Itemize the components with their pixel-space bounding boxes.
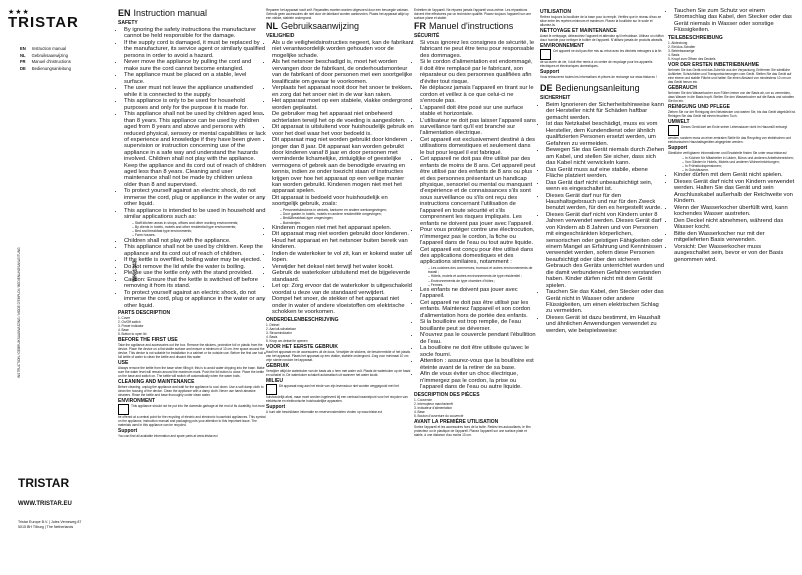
list-item: • This appliance is only to be used for household purposes and only for the purpose it is made for. — [124, 98, 266, 111]
list-item: – Fermes. — [428, 283, 536, 287]
uses-list — [668, 156, 796, 173]
part-item: 2. Aan/uit-schakelaar — [266, 326, 296, 331]
support-text: Sämtliche verfügbaren Informationen und Ersatzteile finden Sie unter www.tristar.eu! — [668, 150, 788, 155]
list-item: • Als het netsnoer beschadigd is, moet het worden vervangen door de fabrikant, de onderhoudsmonteur van de fabrikant of door personen met een soortgelijke kwalificatie om gevaar te voorkomen. — [272, 59, 414, 85]
part-item: 1. Abdeckung — [668, 40, 688, 45]
support-text: U kunt alle beschikbare informatie en reserveonderdelen vinden op www.tristar.eu! — [266, 409, 383, 414]
cleaning-heading: NETTOYAGE ET MAINTENANCE — [540, 28, 617, 34]
list-item: – Les cuisines des commerces, bureaux et autres environnements de travail ; — [428, 266, 536, 274]
before-text: Haal het apparaat en de accessoires uit de doos. Verwijder de stickers, de beschermfolie of het plastic van het apparaat. Plaats het apparaat op een vlakke, stabiele ondergrond. Zorg voor minimaal 10 cm vrije ruimte rondom het apparaat. — [266, 349, 411, 362]
section-title: FR Manuel d'instructions — [414, 21, 514, 31]
list-item: • By ignoring the safety instructions the manufacturer cannot be held responsible for the damage. — [124, 27, 266, 40]
list-item: • If the supply cord is damaged, it must be replaced by the manufacturer, its service agent or similarly qualified persons in order to avoid a hazard. — [124, 40, 266, 59]
part-item: 2. Ein/Aus-Schalter — [668, 44, 696, 49]
cleaning-text: Before cleaning, unplug the appliance and wait for the appliance to cool down. Use a soft damp cloth to clean the housing of the device. Clean the appliance with a damp cloth. Never use harsh abrasive cleaners. Rinse the kettle and base thoroughly under clean water. — [118, 385, 264, 398]
safety-list — [266, 40, 414, 208]
list-item: • Kinderen mogen niet met het apparaat spelen. — [272, 225, 414, 231]
support-text: Vous retrouverez toutes les informations et pièces de rechange sur www.tristar.eu ! — [540, 75, 657, 79]
part-item: 4. Base — [118, 328, 129, 333]
list-item: • To protect yourself against an electric shock, do not immerse the cord, plug or appliance in the water or any other liquid. — [124, 188, 266, 207]
environment-heading: ENVIRONNEMENT — [540, 43, 584, 49]
toc-item: NL Gebruiksaanwijzing — [20, 52, 68, 58]
list-item: • Let op: Zorg ervoor dat de waterkoker is uitgeschakeld voordat u deze van de standaard verwijdert. — [272, 283, 414, 296]
environment-heading: UMWELT — [668, 118, 690, 125]
support-heading: Support — [266, 403, 286, 410]
list-item: • Vorsicht: Der Wasserkocher muss ausgeschaltet sein, bevor er von der Basis genommen wird. — [674, 244, 796, 263]
list-item: – Farm houses. — [132, 233, 266, 237]
before-text: Sortez l'appareil et les accessoires hors de la boîte. Retirez les autocollants, le film protecteur ou le plastique de l'appareil. Placez l'appareil sur une surface plate et stable, à une distance d'au moins 10 cm. — [414, 424, 531, 437]
use-heading: UTILISATION — [540, 9, 572, 15]
part-item: 3. Stroomindicator — [266, 330, 292, 335]
list-item: • This appliance is intended to be used in household and similar applications such as: — [124, 208, 266, 221]
parts-heading: TEILEBESCHREIBUNG — [668, 34, 723, 41]
part-item: 2. On/Off switch — [118, 320, 141, 325]
list-item: – By clients in hotels, motels and other residential type environments; — [132, 225, 266, 229]
list-item: – Environnements de type chambre d'hôtes ; — [428, 279, 536, 283]
part-item: 2. Interrupteur marche/arrêt — [414, 401, 453, 406]
list-item: – Hôtels, motels et autres environnements de type résidentiel ; — [428, 274, 536, 278]
uses-list — [266, 208, 414, 225]
brand-stars: ★★★ — [8, 9, 30, 16]
list-item: • Verwijder het deksel niet terwijl het water kookt. — [272, 264, 414, 270]
cleaning-text: Ziehen Sie vor der Reinigung den Netzstecker und warten Sie, bis das Gerät abgekühlt ist. Reinigen Sie das Gerät mit einem feuchten Tuch. — [668, 109, 796, 118]
recycle-bin-icon — [266, 384, 277, 395]
toc-item: DE Bedienungsanleitung — [20, 65, 71, 71]
dutch-column — [266, 8, 414, 566]
list-item: • Indien de waterkoker te vol zit, kan er kokend water uit lopen. — [272, 251, 414, 264]
list-item: • Bewegen Sie das Gerät niemals durch Ziehen am Kabel, und stellen Sie sicher, dass sich das Kabel nicht verwickeln kann. — [546, 147, 665, 166]
parts-list — [266, 323, 414, 343]
list-item: • De gebruiker mag het apparaat niet onbeheerd achterlaten terwijl het op de voeding is aangesloten. — [272, 111, 414, 124]
list-item: • Dompel het snoer, de stekker of het apparaat niet onder in water of andere vloeistoffen om elektrische schokken te voorkomen. — [272, 296, 414, 315]
list-item: • This appliance shall not be used by children. Keep the appliance and its cord out of reach of children. — [124, 244, 266, 257]
list-item: • Tauchen Sie das Kabel, den Stecker oder das Gerät nicht in Wasser oder andere Flüssigkeiten, um einen elektrischen Schlag zu vermeiden. — [546, 289, 665, 315]
part-item: 4. Basis — [668, 52, 680, 57]
list-item: – Bed and breakfast type environments; — [132, 229, 266, 233]
support-heading: Support — [668, 144, 688, 151]
safety-heading: SAFETY — [118, 20, 138, 26]
part-item: 1. Cover — [118, 316, 131, 321]
part-item: 1. Deksel — [266, 322, 280, 327]
list-item: • Les enfants ne doivent pas jouer avec l'appareil. — [420, 287, 536, 300]
list-item: • Do not remove the lid while the water is boiling. — [124, 264, 266, 270]
use-text: Retirez toujours la bouilloire de la base pour la remplir. Vérifiez que le niveau d'eau se situe entre les repères minimum et maximum. Placez la bouilloire sur le socle et allumez-la. — [540, 15, 662, 27]
part-item: 3. Betriebsanzeige — [668, 48, 695, 53]
safety-list-2 — [266, 225, 414, 316]
list-item: • Dieses Gerät darf nicht von Kindern verwendet werden. Halten Sie das Gerät und sein Anschlusskabel außerhalb der Reichweite von Kindern. — [674, 179, 796, 205]
list-item: • Afin de vous éviter un choc électrique, n'immergez pas le cordon, la prise ou l'appareil dans de l'eau ou autre liquide. — [420, 371, 536, 390]
support-heading: Support — [118, 428, 138, 435]
use-heading: USE — [118, 360, 129, 367]
list-item: – Personeelskeukens in winkels, kantoren en andere werkomgevingen; — [280, 208, 414, 212]
list-item: • Dit apparaat is uitsluitend voor huishoudelijk gebruik en voor het doel waar het voor bedoeld is. — [272, 124, 414, 137]
part-item: 5. Knop om deksel te openen — [266, 338, 308, 343]
list-item: • Ne déplacez jamais l'appareil en tirant sur le cordon et veillez à ce que celui-ci ne s'enroule pas. — [420, 85, 536, 104]
french-column — [414, 8, 536, 566]
list-item: • Cet appareil ne doit pas être utilisé par les enfants. Maintenez l'appareil et son cordon d'alimentation hors de portée des enfants. — [420, 300, 536, 319]
toc-item: EN Instruction manual — [20, 46, 67, 51]
spine-text: INSTRUCTION / GEBRUIKSAANWIJZING / MODE D'EMPLOI / BEDIENUNGSANLEITUNG — [17, 247, 21, 378]
list-item: • Dit apparaat is bedoeld voor huishoudelijk en soortgelijk gebruik, zoals: — [272, 195, 414, 208]
list-item: • Gebruik de waterkoker uitsluitend met de bijgeleverde standaard. — [272, 270, 414, 283]
environment-text: Dieses Gerät darf am Ende seiner Lebensdauer nicht im Hausmüll entsorgt werden, sondern muss an einer zentralen Stelle für das Recycling von elektrischen und elektronischen Haushaltsgeräten abgegeben werden. — [668, 124, 791, 144]
list-item: • Verplaats het apparaat nooit door het snoer te trekken en zorg dat het snoer niet in de war kan raken. — [272, 85, 414, 98]
safety-list — [540, 102, 665, 334]
list-item: • La bouilloire ne doit être utilisée qu'avec le socle fourni. — [420, 345, 536, 358]
uses-list — [414, 266, 536, 287]
list-item: • Den Deckel nicht abnehmen, während das Wasser kocht. — [674, 218, 796, 231]
part-item: 1. Couvercle — [414, 397, 432, 402]
list-item: • L'appareil doit être posé sur une surface stable et horizontale. — [420, 105, 536, 118]
list-item: • Please use the kettle only with the stand provided. — [124, 270, 266, 276]
list-item: – In Küchen für Mitarbeiter in Läden, Büros und anderen Arbeitsbereichen; — [682, 156, 796, 160]
list-item: • Dit apparaat mag niet worden gebruikt door kinderen. Houd het apparaat en het netsnoer buiten bereik van kinderen. — [272, 231, 414, 250]
intro-list — [668, 8, 796, 34]
parts-heading: PARTS DESCRIPTION — [118, 310, 171, 317]
list-item: • Das Gerät muss auf eine stabile, ebene Fläche platziert werden. — [546, 167, 665, 180]
cleaning-text: Avant le nettoyage, débranchez l'appareil et attendez qu'il refroidisse. Utilisez un chiffon doux humide pour nettoyer le boîtier de l'appareil. N'utilisez jamais de produits abrasifs. — [540, 34, 664, 42]
website: WWW.TRISTAR.EU — [18, 501, 72, 507]
part-item: 4. Basis — [266, 334, 278, 339]
list-item: • The appliance must be placed on a stable, level surface. — [124, 72, 266, 85]
section-title: NL Gebruiksaanwijzing — [266, 21, 360, 31]
part-item: 5. Button to open lid — [118, 332, 147, 337]
english-column — [118, 8, 266, 566]
list-item: • Pour vous protéger contre une électrocution, n'immergez pas le cordon, la fiche ou l'appareil dans de l'eau ou tout autre liquide. — [420, 227, 536, 246]
environment-heading: ENVIRONMENT — [118, 398, 155, 405]
list-item: • Ist das Netzkabel beschädigt, muss es vom Hersteller, dem Kundendienst oder ähnlich qualifizierten Personen ersetzt werden, um Gefahren zu vermeiden. — [546, 121, 665, 147]
language-index — [20, 46, 71, 72]
list-item: • This appliance shall not be used by children aged less than 8 years. This appliance can be used by children aged from 8 years and above and persons with reduced physical, sensory or mental capabilities or lack of experience and knowledge if they have been given supervision or instruction concerning use of the appliance in a safe way and understand the hazards involved. Children shall not play with the appliance. Keep the appliance and its cord out of reach of children aged less than 8 years. Cleaning and user maintenance shall not be made by children unless older than 8 and supervised. — [124, 111, 266, 188]
list-item: • Kinder dürfen mit dem Gerät nicht spielen. — [674, 172, 796, 178]
part-item: 5. Bouton d'ouverture du couvercle — [414, 413, 464, 418]
list-item: • Si la bouilloire est trop remplie, de l'eau bouillante peut se déverser. — [420, 319, 536, 332]
brand-logo: TRISTAR — [8, 14, 79, 31]
german-column — [668, 8, 796, 566]
model-number: WK-1343 — [132, 260, 139, 282]
use-text: Nehmen Sie den Wasserkocher zum Füllen immer von der Basis ab, um zu vermeiden, dass Wasser in die Basis tropft. Stellen Sie den Wasserkocher auf die Basis und schalten Sie ihn ein. — [668, 90, 795, 103]
environment-text: This appliance should not be put into the domestic garbage at the end of its durability, but must be offered at a central point for the recycling of electric and electronic household appliances. This symbol on the appliance, instruction manual and packaging puts your attention to this important issue. The materials used in this appliance can be recycled. — [118, 404, 266, 428]
environment-text: Cet appareil ne doit pas être mis au rebut avec les déchets ménagers à la fin de sa durée de vie, il doit être remis à un centre de recyclage pour les appareils électriques et électroniques domestiques. — [540, 49, 662, 68]
recycle-bin-icon — [540, 49, 551, 60]
parts-list — [414, 398, 536, 418]
section-title: EN Instruction manual — [118, 8, 208, 18]
list-item: • The user must not leave the appliance unattended while it is connected to the supply. — [124, 85, 266, 98]
parts-heading: ONDERDELENBESCHRIJVING — [266, 316, 339, 323]
list-item: • Attention : assurez-vous que la bouilloire est éteinte avant de la retirer de sa base. — [420, 358, 536, 371]
environment-text: Dit apparaat mag aan het einde van zijn levensduur niet worden weggegooid met het huishoudelijk afval, maar moet worden ingeleverd bij een centraal inzamelpunt voor het recyclen van elektrische en elektronische huishoudelijke apparaten. — [266, 383, 408, 403]
list-item: • Dieses Gerät darf nicht von Kindern unter 8 Jahren verwendet werden. Dieses Gerät darf von Kindern ab 8 Jahren und von Personen mit eingeschränkten körperlichen, sensorischen oder geistigen Fähigkeiten oder einem Mangel an Erfahrung und Kenntnissen verwendet werden, sofern diese Personen beaufsichtigt oder über den sicheren Gebrauch des Geräts unterrichtet wurden und die damit verbundenen Gefahren verstanden haben. Kinder dürfen nicht mit dem Gerät spielen. — [546, 212, 665, 289]
list-item: • If the kettle is overfilled, boiling water may be ejected. — [124, 257, 266, 263]
parts-heading: DESCRIPTION DES PIÈCES — [414, 391, 480, 398]
list-item: • Wenn der Wasserkocher überfüllt wird, kann kochendes Wasser austreten. — [674, 205, 796, 218]
list-item: • Dieses Gerät darf nur für den Haushaltsgebrauch und nur für den Zweck benutzt werden, für den es hergestellt wurde. — [546, 193, 665, 212]
part-item: 3. Indicateur d'alimentation — [414, 405, 452, 410]
intro-text: Repareer het apparaat nooit zelf. Reparaties moeten worden uitgevoerd door een bevoegde vakman. Gebruik geen accessoires die niet door de fabrikant worden aanbevolen. Plaats het apparaat altijd op een vlakke, stabiele ondergrond. — [266, 8, 409, 20]
list-item: – In Frühstückspensionen; — [682, 164, 796, 168]
safety-heading: SICHERHEIT — [540, 95, 571, 101]
safety-heading: SÉCURITÉ — [414, 33, 440, 39]
safety-list-2 — [414, 287, 536, 391]
list-item: • Cet appareil est exclusivement destiné à des utilisations domestiques et seulement dans le but pour lequel il est fabriqué. — [420, 137, 536, 156]
list-item: • Bitte den Wasserkocher nur mit der mitgelieferten Basis verwenden. — [674, 231, 796, 244]
list-item: • Das Gerät darf nicht unbeaufsichtigt sein, wenn es eingeschaltet ist. — [546, 180, 665, 193]
list-item: • To protect yourself against an electric shock, do not immerse the cord, plug or appliance in the water or any other liquid. — [124, 290, 266, 309]
uses-list — [118, 221, 266, 238]
environment-heading: MILIEU — [266, 377, 283, 384]
safety-heading: VEILIGHEID — [266, 33, 295, 39]
list-item: • N'ouvrez pas le couvercle pendant l'ébullition de l'eau. — [420, 332, 536, 345]
cleaning-heading: REINIGUNG UND PFLEGE — [668, 103, 730, 110]
list-item: – Door gasten in hotels, motels en andere residentiële omgevingen; — [280, 212, 414, 216]
list-item: • Cet appareil est conçu pour être utilisé dans des applications domestiques et des applications similaires, notamment : — [420, 247, 536, 266]
before-heading: VOR DER ERSTEN INBETRIEBNAHME — [668, 61, 760, 68]
before-heading: VOOR HET EERSTE GEBRUIK — [266, 343, 338, 350]
list-item: • Dit apparaat mag niet worden gebruikt door kinderen jonger dan 8 jaar. Dit apparaat kan worden gebruikt door kinderen vanaf 8 jaar en door personen met verminderde lichamelijke, zintuiglijke of geestelijke vermogens of gebrek aan de benodigde ervaring en kennis, indien ze onder toezicht staan of instructies krijgen over hoe het apparaat op een veilige manier kan worden gebruikt. Kinderen mogen niet met het apparaat spelen. — [272, 137, 414, 195]
part-item: 3. Power indicator — [118, 324, 144, 329]
section-title: DE Bedienungsanleitung — [540, 83, 640, 93]
list-item: – Staff kitchen areas in shops, offices and other working environments; — [132, 221, 266, 225]
list-item: – Boerderijen. — [280, 221, 414, 225]
list-item: • Cet appareil ne doit pas être utilisé par des enfants de moins de 8 ans. Cet appareil peut être utilisé par des enfants de 8 ans ou plus et des personnes présentant un handicap physique, sensoriel ou mental ou manquant d'expérience et de connaissances s'ils sont sous surveillance ou s'ils ont reçu des instructions concernant l'utilisation de l'appareil en toute sécurité et s'ils comprennent les risques impliqués. Les enfants ne doivent pas jouer avec l'appareil. — [420, 156, 536, 226]
address: Tristar Europe B.V. | Jules Verneweg 87 5015 BH Tilburg | The Netherlands — [18, 520, 82, 529]
toc-item: FR Manuel d'instructions — [20, 59, 71, 64]
parts-list — [118, 316, 266, 336]
intro-text: Entretien de l'appareil. Ne réparez jamais l'appareil vous-même. Les réparations doivent être effectuées par un technicien qualifié. Placez toujours l'appareil sur une surface plane et stable. — [414, 8, 531, 20]
safety-list-2 — [668, 172, 796, 263]
parts-list — [668, 41, 796, 61]
list-item: • Als u de veiligheidsinstructies negeert, kan de fabrikant niet verantwoordelijk worden gehouden voor de mogelijke schade. — [272, 40, 414, 59]
recycle-bin-icon — [118, 404, 129, 415]
list-item: • Het apparaat moet op een stabiele, vlakke ondergrond worden geplaatst. — [272, 98, 414, 111]
use-text: Verwijder altijd de waterkoker van de basis als u hem met water vult. Plaats de waterkoker op de basis en schakel in. De waterkoker schakelt automatisch uit wanneer het water kookt. — [266, 368, 411, 377]
list-item: • Si le cordon d'alimentation est endommagé, il doit être remplacé par le fabricant, son réparateur ou des personnes qualifiées afin d'éviter tout risque. — [420, 59, 536, 85]
before-heading: BEFORE THE FIRST USE — [118, 337, 178, 344]
part-item: 4. Base — [414, 409, 425, 414]
list-item: • Si vous ignorez les consignes de sécurité, le fabricant ne peut être tenu pour responsable des dommages. — [420, 40, 536, 59]
support-heading: Support — [540, 69, 560, 75]
use-text: Always remove the kettle from the base when filling it; this is to avoid water dripping into the base. Make sure the water level will remain around the maximum mark. Push the lid button to close. Place the kettle on the base and switch on. The kettle will switch off automatically when the water boils. — [118, 366, 265, 379]
part-item: 5. Knopf zum Öffnen des Deckels — [668, 56, 716, 61]
list-item: • Caution: Ensure that the kettle is switched off before removing it from its stand. — [124, 277, 266, 290]
footer-logo: TRISTAR — [18, 476, 70, 490]
use-heading: GEBRAUCH — [668, 84, 697, 91]
safety-list-2 — [118, 238, 266, 310]
list-item: – In Gutshäusern. — [682, 168, 796, 172]
before-text: Nehmen Sie das Gerät und das Zubehör aus der Verpackung. Entfernen Sie sämtliche Aufkleber, Schutzfolien und Transportsicherungen vom Gerät. Stellen Sie das Gerät auf eine ebene und stabile Fläche und halten Sie einen Abstand von mindestens 10 cm um das Gerät herum ein. — [668, 67, 792, 84]
list-item: • Beim Ignorieren der Sicherheitshinweise kann der Hersteller nicht für Schäden haftbar gemacht werden. — [546, 102, 665, 121]
safety-list — [118, 27, 266, 221]
cleaning-heading: CLEANING AND MAINTENANCE — [118, 379, 195, 386]
list-item: • Children shall not play with the appliance. — [124, 238, 266, 244]
safety-list — [414, 40, 536, 266]
recycle-bin-icon — [668, 125, 679, 136]
french-column-continued — [540, 8, 665, 566]
before-text: Take the appliance and accessories out the box. Remove the stickers, protective foil or plastic from the device. Place the device on a flat stable surface and ensure a minimum of 10 cm. free space around the device. This device is not suitable for installation in a cabinet or for outside use. Before the first use boil a full kettle of water to clean the kettle and discard this water. — [118, 343, 266, 360]
support-text: You can find all available information and spare parts at www.tristar.eu! — [118, 434, 218, 439]
use-heading: GEBRUIK — [266, 362, 290, 369]
list-item: • Never move the appliance by pulling the cord and make sure the cord cannot become entangled. — [124, 59, 266, 72]
list-item: • Dieses Gerät ist dazu bestimmt, im Haushalt und ähnlichen Anwendungen verwendet zu werden, wie beispielsweise: — [546, 315, 665, 334]
list-item: – Bed&Breakfast-type omgevingen; — [280, 216, 414, 220]
list-item: – Von Gästen in Hotels, Motels und anderen Wohneinrichtungen; — [682, 160, 796, 164]
list-item: • L'utilisateur ne doit pas laisser l'appareil sans surveillance tant qu'il est branché sur l'alimentation électrique. — [420, 118, 536, 137]
before-heading: AVANT LA PREMIÈRE UTILISATION — [414, 418, 499, 425]
list-item: • Tauchen Sie zum Schutz vor einem Stromschlag das Kabel, den Stecker oder das Gerät niemals in Wasser oder sonstige Flüssigkeiten. — [674, 8, 796, 34]
